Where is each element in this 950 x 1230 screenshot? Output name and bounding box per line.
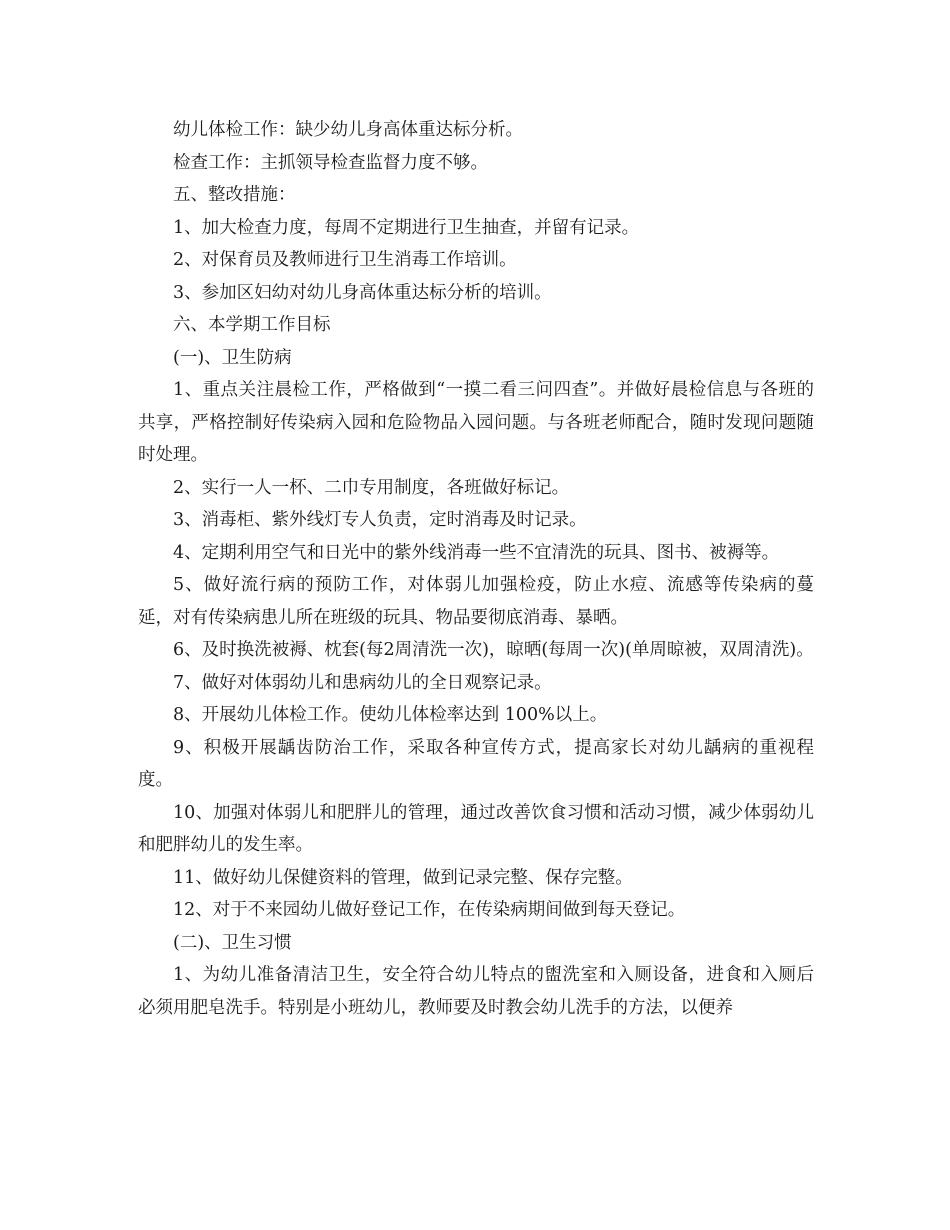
measure-item-1: 1、加大检查力度，每周不定期进行卫生抽查，并留有记录。	[173, 217, 640, 238]
heading-semester-goals: 六、本学期工作目标	[173, 315, 331, 335]
paragraph-physical-exam-issue: 幼儿体检工作：缺少幼儿身高体重达标分析。	[173, 120, 523, 140]
measure-item-2: 2、对保育员及教师进行卫生消毒工作培训。	[173, 250, 517, 270]
measure-item-3: 3、参加区妇幼对幼儿身高体重达标分析的培训。	[173, 282, 552, 303]
document-body	[138, 114, 814, 1024]
heading-rectification-measures: 五、整改措施：	[173, 185, 296, 205]
goal-item-3: 3、消毒柜、紫外线灯专人负责，定时消毒及时记录。	[173, 510, 587, 530]
goal-item-1: 1、重点关注晨检工作，严格做到“一摸二看三问四查”。并做好晨检信息与各班的共享，严格控制好传染病入园和危险物品入园问题。与各班老师配合，随时发现问题随时处理。	[138, 380, 814, 465]
goal-item-6: 6、及时换洗被褥、枕套(每2周清洗一次)，晾晒(每周一次)(单周晾被，双周清洗)。	[173, 640, 814, 660]
habit-item-1: 1、为幼儿准备清洁卫生，安全符合幼儿特点的盥洗室和入厕设备，进食和入厕后必须用肥皂洗手。特别是小班幼儿，教师要及时教会幼儿洗手的方法，以便养	[138, 965, 814, 1018]
goal-item-10: 10、加强对体弱儿和肥胖儿的管理，通过改善饮食习惯和活动习惯，减少体弱幼儿和肥胖幼儿的发生率。	[138, 802, 814, 855]
goal-item-11: 11、做好幼儿保健资料的管理，做到记录完整、保存完整。	[173, 867, 633, 888]
goal-item-12: 12、对于不来园幼儿做好登记工作，在传染病期间做到每天登记。	[173, 900, 686, 920]
goal-item-5: 5、做好流行病的预防工作，对体弱儿加强检疫，防止水痘、流感等传染病的蔓延，对有传染病患儿所在班级的玩具、物品要彻底消毒、暴晒。	[138, 575, 814, 628]
goal-item-7: 7、做好对体弱幼儿和患病幼儿的全日观察记录。	[173, 672, 552, 693]
goal-item-4: 4、定期利用空气和日光中的紫外线消毒一些不宜清洗的玩具、图书、被褥等。	[173, 542, 780, 563]
paragraph-inspection-issue: 检查工作：主抓领导检查监督力度不够。	[173, 152, 488, 173]
goal-item-9: 9、积极开展龋齿防治工作，采取各种宣传方式，提高家长对幼儿龋病的重视程度。	[138, 737, 814, 790]
subheading-disease-prevention: (一)、卫生防病	[173, 347, 292, 368]
subheading-hygiene-habits: (二)、卫生习惯	[173, 932, 292, 953]
goal-item-8: 8、开展幼儿体检工作。使幼儿体检率达到 100%以上。	[173, 705, 608, 725]
goal-item-2: 2、实行一人一杯、二巾专用制度，各班做好标记。	[173, 477, 570, 498]
